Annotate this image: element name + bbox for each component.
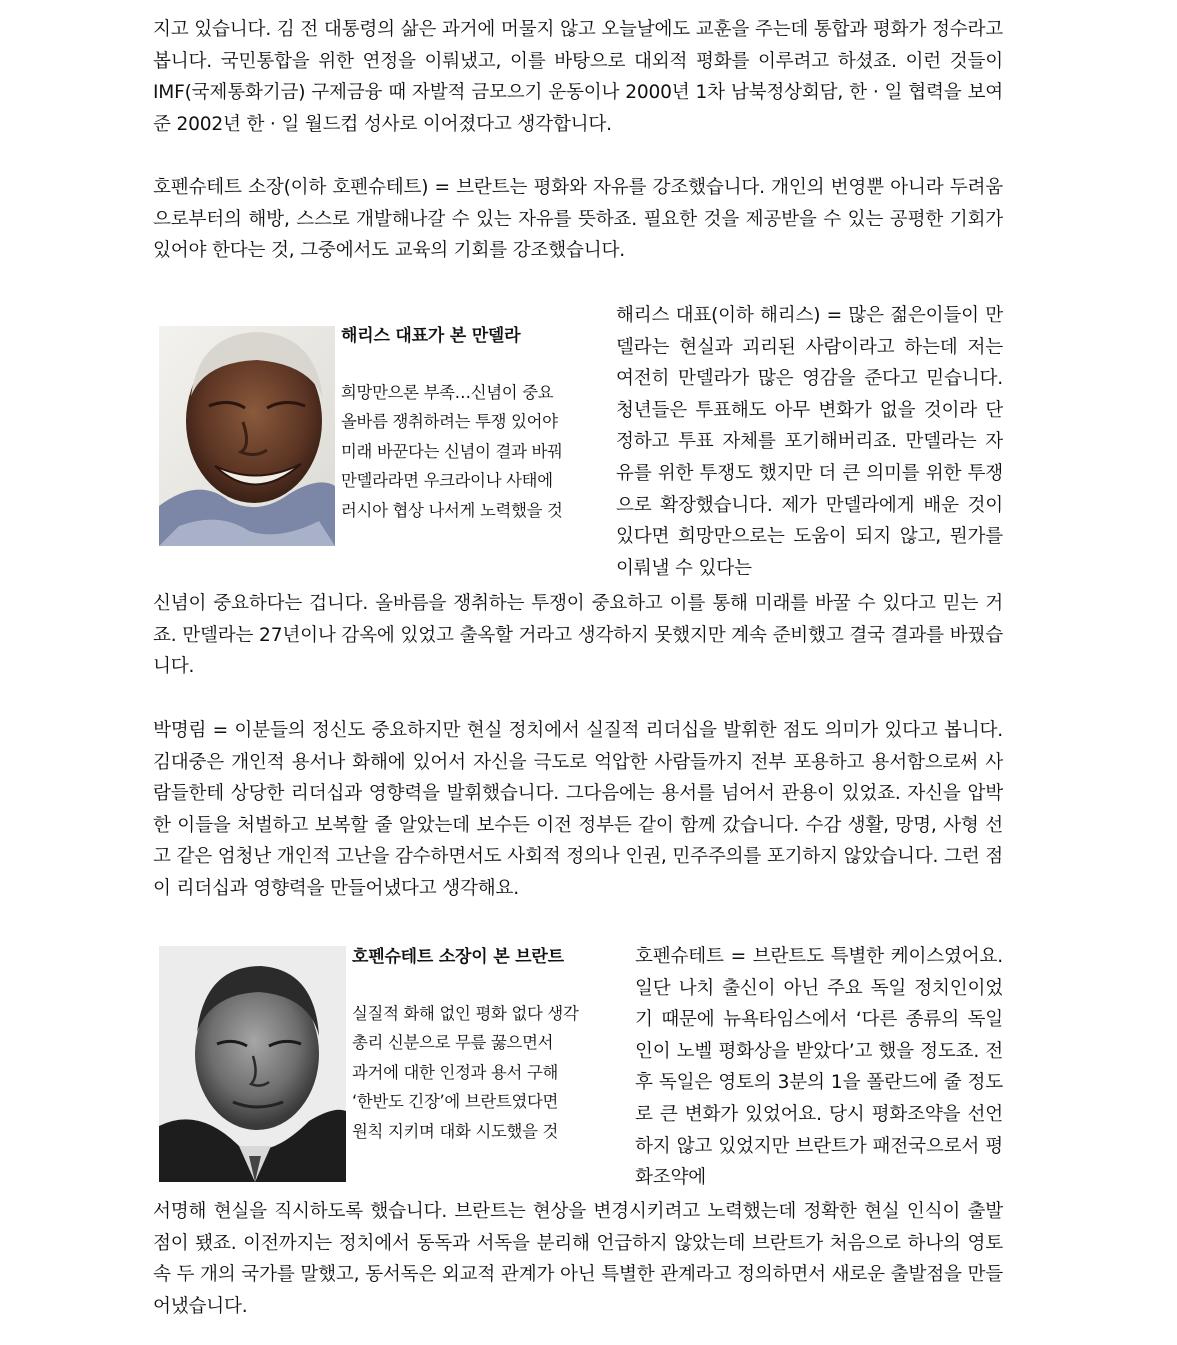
paragraph-hoffenstedt-brandt-freedom: 호펜슈테트 소장(이하 호펜슈테트) = 브란트는 평화와 자유를 강조했습니다. 개인의 번영뿐 아니라 두려움으로부터의 해방, 스스로 개발해나갈 수 있는 자유를 뜻하죠. 필요한 것을 제공받을 수 있는 공평한 기회가 있어야 한다는 것, 그중에서도 교육의 기회를 강조했습니다. [153,177,1003,262]
list-item: 과거에 대한 인정과 용서 구해 [352,1062,559,1082]
paragraph-harris-side: 해리스 대표(이하 해리스) = 많은 젊은이들이 만델라는 현실과 괴리된 사람이라고 하는데 저는 여전히 만델라가 많은 영감을 준다고 믿습니다. 청년들은 투표해도 아무 변화가 없을 것이라 단정하고 투표 자체를 포기해버리죠. 만델라는 자유를 위한 투쟁도 했지만 더 큰 의미를 위한 투쟁으로 확장했습니다. 제가 만델라에게 배운 것이 있다면 희망만으로는 도움이 되지 않고, 뭔가를 이뤄낼 수 있다는 [616,305,1003,579]
paragraph-park-leadership: 박명림 = 이분들의 정신도 중요하지만 현실 정치에서 실질적 리더십을 발휘한 점도 의미가 있다고 봅니다. 김대중은 개인적 용서나 화해에 있어서 자신을 극도로 억압한 사람들까지 전부 포용하고 용서함으로써 사람들한테 상당한 리더십과 영향력을 발휘했습니다. 그다음에는 용서를 넘어서 관용이 있었죠. 자신을 압박한 이들을 처벌하고 보복할 줄 알았는데 보수든 이전 정부든 같이 함께 갔습니다. 수감 생활, 망명, 사형 선고 같은 엄청난 개인적 고난을 감수하면서도 사회적 정의나 인권, 민주주의를 포기하지 않았습니다. 그런 점이 리더십과 영향력을 만들어냈다고 생각해요. [153,720,1003,899]
list-item: 미래 바꾼다는 신념이 결과 바꿔 [341,441,563,461]
brandt-box-summary [352,999,578,1146]
list-item: 만델라라면 우크라이나 사태에 [341,471,553,491]
mandela-photo [159,326,335,546]
list-item: 올바름 쟁취하려는 투쟁 있어야 [341,412,558,432]
paragraph-hoffenstedt-full: 서명해 현실을 직시하도록 했습니다. 브란트는 현상을 변경시키려고 노력했는데 정확한 현실 인식이 출발점이 됐죠. 이전까지는 정치에서 동독과 서독을 분리해 언급하지 않았는데 브란트가 처음으로 하나의 영토 속 두 개의 국가를 말했고, 동서독은 외교적 관계가 아닌 특별한 관계라고 정의하면서 새로운 출발점을 만들어냈습니다. [153,1201,1003,1317]
paragraph-harris-full: 신념이 중요하다는 겁니다. 올바름을 쟁취하는 투쟁이 중요하고 이를 통해 미래를 바꿀 수 있다고 믿는 거죠. 만델라는 27년이나 감옥에 있었고 출옥할 거라고 생각하지 못했지만 계속 준비했고 결국 결과를 바꿨습니다. [153,593,1003,678]
list-item: 총리 신분으로 무릎 꿇으면서 [352,1033,554,1053]
list-item: 희망만으론 부족…신념이 중요 [341,383,554,402]
list-item: 러시아 협상 나서게 노력했을 것 [341,500,563,520]
list-item: ‘한반도 긴장’에 브란트였다면 [352,1092,559,1112]
mandela-box-summary [341,378,563,525]
brandt-photo [159,946,346,1182]
mandela-box-title: 해리스 대표가 본 만델라 [341,326,521,346]
paragraph-kim-unity: 지고 있습니다. 김 전 대통령의 삶은 과거에 머물지 않고 오늘날에도 교훈을 주는데 통합과 평화가 정수라고 봅니다. 국민통합을 위한 연정을 이뤄냈고, 이를 바탕으로 대외적 평화를 이루려고 하셨죠. 이런 것들이 IMF(국제통화기금) 구제금융 때 자발적 금모으기 운동이나 2000년 1차 남북정상회담, 한 · 일 협력을 보여준 2002년 한 · 일 월드컵 성사로 이어졌다고 생각합니다. [153,19,1003,135]
paragraph-hoffenstedt-side: 호펜슈테트 = 브란트도 특별한 케이스였어요. 일단 나치 출신이 아닌 주요 독일 정치인이었기 때문에 뉴욕타임스에서 ‘다른 종류의 독일인이 노벨 평화상을 받았다’고 했을 정도죠. 전후 독일은 영토의 3분의 1을 폴란드에 줄 정도로 큰 변화가 있었어요. 당시 평화조약을 선언하지 않고 있었지만 브란트가 패전국으로서 평화조약에 [635,946,1003,1189]
list-item: 원칙 지키며 대화 시도했을 것 [352,1121,559,1141]
brandt-box-title: 호펜슈테트 소장이 본 브란트 [352,947,564,967]
list-item: 실질적 화해 없인 평화 없다 생각 [352,1004,579,1023]
